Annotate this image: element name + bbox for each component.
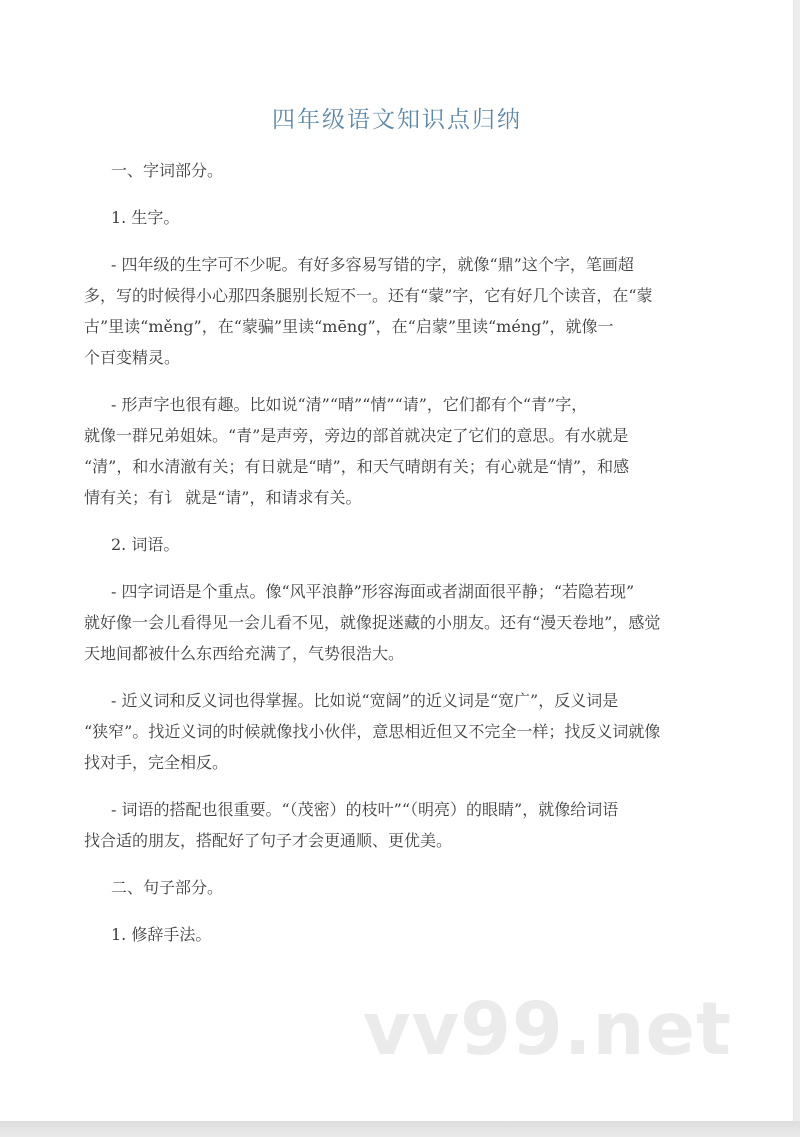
subheading-rhetoric (84, 919, 706, 950)
paragraph-line: 找对手，完全相反。 (84, 753, 229, 772)
subheading-text: 2. 词语。 (111, 535, 180, 554)
paragraph-characters (84, 249, 706, 373)
paragraph-line: 多，写的时候得小心那四条腿别长短不一。还有“蒙”字，它有好几个读音，在“蒙 (84, 286, 653, 305)
paragraph-line: 古”里读“měng”，在“蒙骗”里读“mēng”，在“启蒙”里读“méng”，就像一 (84, 317, 614, 336)
paragraph-line: 找合适的朋友，搭配好了句子才会更通顺、更优美。 (84, 831, 453, 850)
paragraph-phonograms (84, 389, 706, 513)
paragraph-line: “狭窄”。找近义词的时候就像找小伙伴，意思相近但又不完全一样；找反义词就像 (84, 722, 661, 741)
paragraph-line: 就好像一会儿看得见一会儿看不见，就像捉迷藏的小朋友。还有“漫天卷地”，感觉 (84, 613, 661, 632)
paragraph-line: 情有关；有讠 就是“请”，和请求有关。 (84, 488, 362, 507)
paragraph-line: - 四字词语是个重点。像“风平浪静”形容海面或者湖面很平静；“若隐若现” (111, 582, 635, 601)
paragraph-line: 个百变精灵。 (84, 348, 181, 367)
subheading-characters (84, 202, 706, 233)
paragraph-collocations (84, 794, 706, 856)
paragraph-line: - 形声字也很有趣。比如说“清”“晴”“情”“请”，它们都有个“青”字， (111, 395, 588, 414)
section-heading-sentences (84, 872, 706, 903)
paragraph-line: - 近义词和反义词也得掌握。比如说“宽阔”的近义词是“宽广”，反义词是 (111, 691, 619, 710)
document-title: 四年级语文知识点归纳 (272, 107, 522, 133)
scrollbar-track[interactable] (793, 0, 800, 1121)
document-body (0, 137, 794, 950)
paragraph-line: 天地间都被什么东西给充满了，气势很浩大。 (84, 644, 405, 663)
paragraph-line: “清”，和水清澈有关；有日就是“晴”，和天气晴朗有关；有心就是“情”，和感 (84, 457, 630, 476)
subheading-vocabulary (84, 529, 706, 560)
subheading-text: 1. 生字。 (111, 208, 180, 227)
section-heading-words (84, 155, 706, 186)
paragraph-idioms (84, 576, 706, 669)
paragraph-line: 就像一群兄弟姐妹。“青”是声旁，旁边的部首就决定了它们的意思。有水就是 (84, 426, 629, 445)
heading-text: 二、句子部分。 (111, 878, 224, 897)
heading-text: 一、字词部分。 (111, 161, 224, 180)
paragraph-synonyms (84, 685, 706, 778)
watermark: vv99.net (363, 987, 732, 1072)
subheading-text: 1. 修辞手法。 (111, 925, 212, 944)
paragraph-line: - 词语的搭配也很重要。“（茂密）的枝叶”“（明亮）的眼睛”，就像给词语 (111, 800, 619, 819)
viewer-bottom-bar (0, 1121, 800, 1137)
paragraph-line: - 四年级的生字可不少呢。有好多容易写错的字，就像“鼎”这个字，笔画超 (111, 255, 634, 274)
